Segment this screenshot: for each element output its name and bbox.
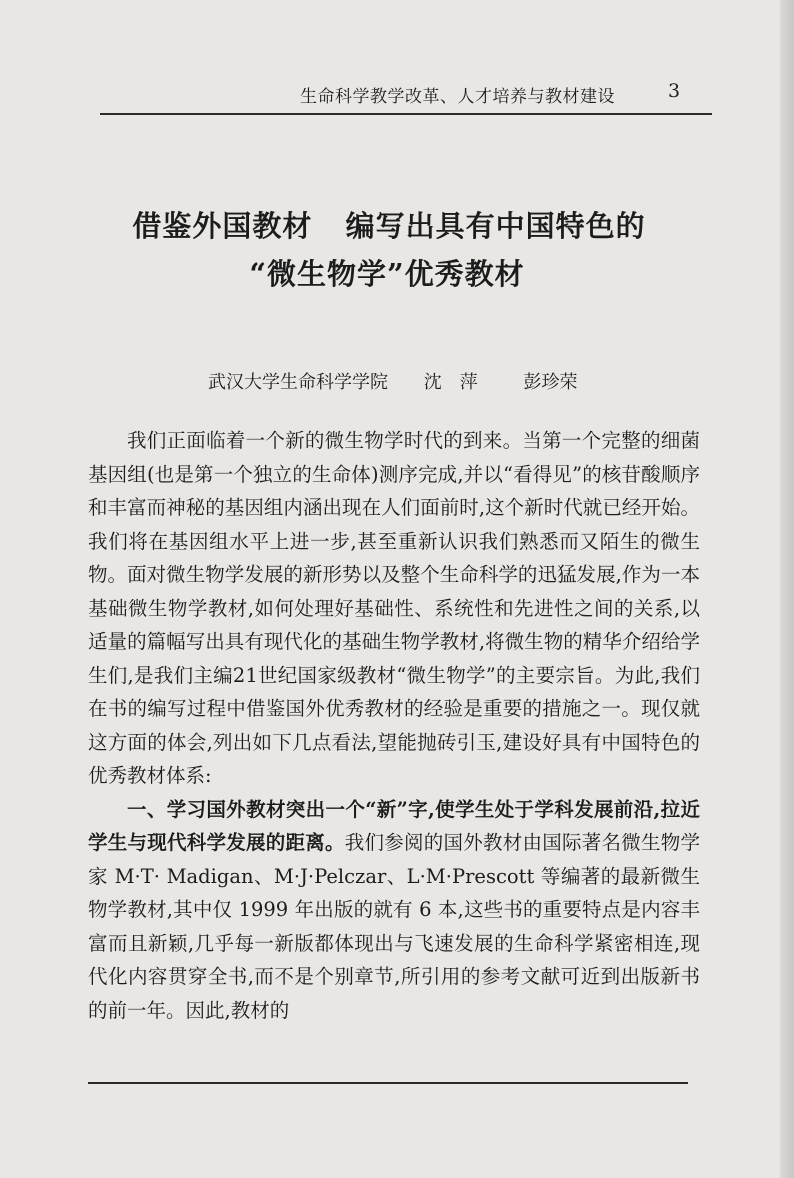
paragraph-text: 我们参阅的国外教材由国际著名微生物学家 M·T· Madigan、M·J·Pelczar、L·M·Prescott 等编著的最新微生物学教材,其中仅 1999 年出版的就有 6 本,这些书的重要特点是内容丰富而且新颖,几乎每一新版都体现出与飞速发展的生命科学紧密相连,现代化内容贯穿全书,而不是个别章节,所引用的参考文献可近到出版新书的前一年。因此,教材的: [88, 831, 700, 1022]
author-name: 沈 萍: [423, 372, 478, 393]
header-rule: [100, 113, 712, 115]
page-number: 3: [668, 80, 681, 102]
article-title-line-2: “微生物学”优秀教材: [249, 257, 525, 291]
affiliation: 武汉大学生命科学学院: [208, 372, 388, 393]
article-title-line-1: 借鉴外国教材 编写出具有中国特色的: [132, 209, 646, 243]
running-title: 生命科学教学改革、人才培养与教材建设: [300, 87, 615, 107]
author-name: 彭珍荣: [523, 372, 578, 393]
footer-rule: [88, 1082, 688, 1084]
page-edge: [780, 0, 794, 1178]
paragraph: 我们正面临着一个新的微生物学时代的到来。当第一个完整的细菌基因组(也是第一个独立的生命体)测序完成,并以“看得见”的核苷酸顺序和丰富而神秘的基因组内涵出现在人们面前时,这个新时代就已经开始。我们将在基因组水平上进一步,甚至重新认识我们熟悉而又陌生的微生物。面对微生物学发展的新形势以及整个生命科学的迅猛发展,作为一本基础微生物学教材,如何处理好基础性、系统性和先进性之间的关系,以适量的篇幅写出具有现代化的基础生物学教材,将微生物的精华介绍给学生们,是我们主编21世纪国家级教材“微生物学”的主要宗旨。为此,我们在书的编写过程中借鉴国外优秀教材的经验是重要的措施之一。现仅就这方面的体会,列出如下几点看法,望能抛砖引玉,建设好具有中国特色的优秀教材体系:: [88, 429, 700, 787]
byline: [208, 368, 577, 394]
section-heading: 一、学习国外教材突出一个“新”字,使学生处于学科发展前沿,拉近学生与现代科学发展的距离。: [88, 797, 700, 854]
running-header: [0, 78, 794, 114]
article-body: [88, 424, 700, 1027]
paragraph: [88, 793, 700, 1028]
